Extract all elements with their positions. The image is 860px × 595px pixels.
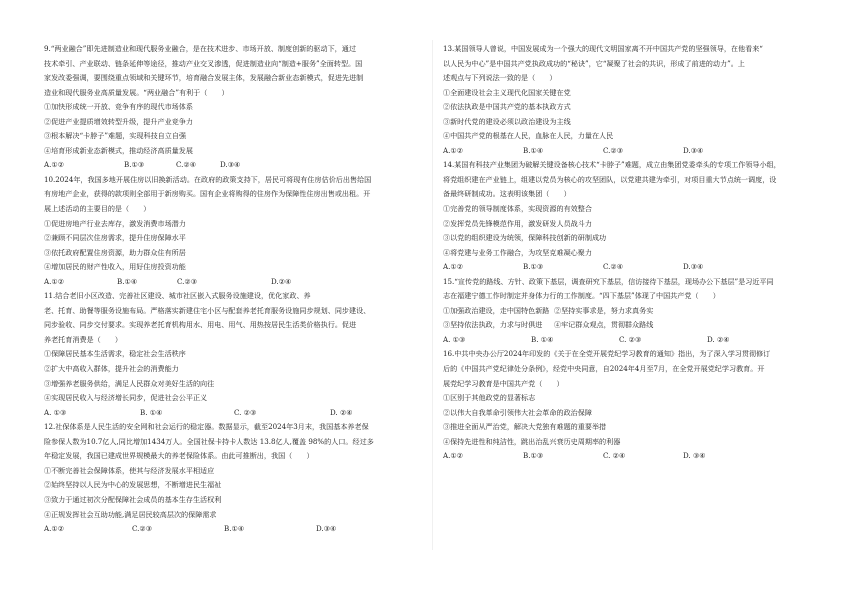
question-16-stem-line: 后的《中国共产党纪律处分条例》，经党中央同意，自2024年4月至7月，在全党开展党纪学习教育。开 (443, 364, 765, 374)
question-13-item: ③新时代党的建设必须以政治建设为主线 (443, 116, 571, 126)
question-12-stem-line: 12.社保体系是人民生活的安全网和社会运行的稳定器。数据显示，截至2024年3月末，我国基本养老保 (44, 422, 369, 432)
option-d[interactable]: D. ②④ (330, 407, 353, 417)
question-12-stem-line: 年稳定发展，我国已建成世界规模最大的养老保险体系。由此可推断出，我国（ ） (44, 451, 314, 461)
question-15-item: ③坚持依法执政，力求与时俱进 (443, 320, 543, 330)
question-15-item-row (443, 304, 821, 319)
question-16-options (443, 449, 821, 464)
question-14-stem-line: 将党组织建在产业链上，组建以党员为核心的攻坚团队，以党建共建为牵引，对项目重大节点统一调度，设 (443, 174, 777, 184)
question-9-item: ④培育形成新业态新模式，推动经济高质量发展 (44, 145, 193, 155)
question-14-item: ②发挥党员先锋模范作用，激发研发人员战斗力 (443, 218, 592, 228)
option-a[interactable]: A.①② (443, 262, 464, 272)
right-column (443, 42, 821, 464)
option-a[interactable]: A. ①③ (443, 334, 466, 344)
question-13-item: ②依法执政是中国共产党的基本执政方式 (443, 102, 571, 112)
option-c[interactable]: C. ②③ (234, 407, 257, 417)
option-c[interactable]: C. ②③ (619, 334, 642, 344)
question-12-item: ①不断完善社会保障体系，使其与经济发展水平相适应 (44, 465, 215, 475)
option-d[interactable]: D.③④ (316, 524, 337, 534)
question-11-stem-line: 养老托育消费是（ ） (44, 334, 123, 344)
question-13-item: ①全面建设社会主义现代化国家关键在党 (443, 87, 571, 97)
option-b[interactable]: B.①④ (117, 276, 138, 286)
option-a[interactable]: A.①② (443, 145, 464, 155)
question-16-item: ④保持先进性和纯洁性，跳出治乱兴衰历史周期率的利器 (443, 436, 621, 446)
question-11-item: ①保障居民基本生活需求，稳定社会生活秩序 (44, 349, 186, 359)
option-c[interactable]: C.②④ (176, 160, 197, 170)
option-c[interactable]: C.②③ (132, 524, 153, 534)
question-11-item: ④实现居民收入与经济增长同步，促进社会公平正义 (44, 393, 208, 403)
option-b[interactable]: B.①③ (124, 160, 145, 170)
question-16 (443, 347, 821, 463)
question-11-stem-line: 老、托育、助餐等服务设施布局。严格落实新建住宅小区与配套养老托育服务设施同步规划、同步建设、 (44, 305, 371, 315)
question-10-stem-line: 10.2024年，我国多地开展住房以旧换新活动。在政府的政策支持下，居民可将现有住房估价后出售给国 (44, 174, 372, 184)
option-b[interactable]: B. ①④ (531, 334, 554, 344)
left-column (44, 42, 422, 537)
option-d[interactable]: D.③④ (683, 145, 704, 155)
option-d[interactable]: D.③④ (683, 262, 704, 272)
question-14 (443, 158, 821, 274)
question-9-item: ①加快形成统一开放、竞争有序的现代市场体系 (44, 102, 193, 112)
option-d[interactable]: D.②④ (271, 276, 292, 286)
question-12-item: ④正规发挥社会互助功能,满足居民较高层次的保障需求 (44, 509, 217, 519)
option-d[interactable]: D. ③④ (683, 451, 706, 461)
question-10-item: ②兼顾不同层次住房需求，提升住房保障水平 (44, 233, 186, 243)
question-9-stem-line: 9.“两业融合”即先进制造业和现代服务业融合，是在技术进步、市场开放、制度创新的驱动下，通过 (44, 44, 356, 53)
option-a[interactable]: A.①② (44, 160, 65, 170)
question-12 (44, 420, 422, 536)
option-b[interactable]: B.①③ (523, 262, 544, 272)
question-10 (44, 173, 422, 289)
option-d[interactable]: D. ②④ (707, 334, 730, 344)
option-b[interactable]: B.①④ (224, 524, 245, 534)
question-15 (443, 275, 821, 348)
question-11-stem-line: 11.结合老旧小区改造、完善社区建设、城市社区嵌入式服务设施建设，优化家政、养 (44, 291, 311, 301)
question-14-stem-line: 14.某国有科技产业集团为破解关键设备核心技术“卡脖子”难题，成立由集团党委牵头的专项工作领导小组， (443, 160, 781, 170)
question-12-item: ②始终坚持以人民为中心的发展思想，不断增进民生福祉 (44, 480, 222, 490)
question-12-item: ③致力于通过初次分配保障社会成员的基本生存生活权利 (44, 494, 222, 504)
question-11-item: ②扩大中高收入群体，提升社会的消费能力 (44, 364, 179, 374)
question-14-stem-line: 备最终研制成功。这表明该集团（ ） (443, 189, 571, 199)
question-15-item: ④牢记群众观点，贯彻群众路线 (554, 320, 654, 330)
question-13-stem-line: 13.某国领导人曾说，中国发展成为一个强大的现代文明国家离不开中国共产党的坚强领导，在他看来“ (443, 44, 763, 53)
option-a[interactable]: A.①② (44, 524, 65, 534)
question-11-stem-line: 同步验收、同步交付要求。实现养老托育机构用水、用电、用气、用热按居民生活类价格执行。促进 (44, 320, 357, 330)
option-a[interactable]: A.①② (44, 276, 65, 286)
option-a[interactable]: A.①② (443, 451, 464, 461)
question-16-stem-line: 展党纪学习教育是中国共产党（ ） (443, 378, 564, 388)
question-12-stem-line: 险参保人数为10.7亿人,同比增加1434万人。全国社保卡持卡人数达 13.8亿人,覆盖 98%的人口。经过多 (44, 436, 374, 446)
question-15-item-row (443, 318, 821, 333)
question-10-stem-line: 有房地产企业，获得的款项则全部用于新房购买。国有企业将购得的住房作为保障性住房出售或出租。开 (44, 189, 371, 199)
question-14-item: ①完善党的领导制度体系，实现资源的有效整合 (443, 204, 592, 214)
option-d[interactable]: D.③④ (220, 160, 241, 170)
question-11-item: ③增强养老服务供给，满足人民群众对美好生活的向往 (44, 378, 215, 388)
question-11-options (44, 406, 422, 421)
question-9-item: ②促进产业提质增效转型升级，提升产业竞争力 (44, 116, 193, 126)
option-c[interactable]: C.②③ (177, 276, 198, 286)
question-16-item: ②以伟大自我革命引领伟大社会革命的政治保障 (443, 407, 592, 417)
option-c[interactable]: C.②④ (603, 262, 624, 272)
option-b[interactable]: B.①③ (523, 451, 544, 461)
question-15-item: ②坚持实事求是，努力求真务实 (554, 305, 654, 315)
option-a[interactable]: A. ①③ (44, 407, 67, 417)
question-9 (44, 42, 422, 173)
option-b[interactable]: B.①④ (523, 145, 544, 155)
column-divider (432, 40, 433, 550)
question-16-item: ①区别于其他政党的显著标志 (443, 393, 536, 403)
question-16-stem-line: 16.中共中央办公厅2024年印发的《关于在全党开展党纪学习教育的通知》指出，为了深入学习贯彻修订 (443, 349, 771, 359)
question-14-options (443, 260, 821, 275)
question-12-options (44, 522, 422, 537)
option-c[interactable]: C.②③ (603, 145, 624, 155)
question-14-item: ④将党建与业务工作融合，为攻坚克难凝心聚力 (443, 247, 592, 257)
question-16-item: ③推进全面从严治党，解决大党独有难题的重要举措 (443, 422, 607, 432)
question-15-stem-line: 志在福建宁德工作时制定并身体力行的工作制度。“四下基层”体现了中国共产党（ ） (443, 291, 720, 301)
question-15-stem-line: 15.“宣传党的路线、方针、政策下基层，调查研究下基层，信访接待下基层，现场办公下基层”是习近平同 (443, 276, 774, 286)
question-9-options (44, 158, 422, 173)
question-10-stem-line: 展上述活动的主要目的是（ ） (44, 204, 151, 214)
question-10-item: ①促进房地产行业去库存，激发消费市场潜力 (44, 218, 186, 228)
question-13-item: ④中国共产党的根基在人民，血脉在人民，力量在人民 (443, 131, 614, 141)
question-15-options (443, 333, 821, 348)
question-13 (443, 42, 821, 158)
question-15-item: ①加强政治建设，走中国特色新路 (443, 305, 550, 315)
question-11 (44, 289, 422, 420)
question-14-item: ③以党的组织建设为统领，保障科技创新的研制成功 (443, 233, 607, 243)
question-13-stem-line: 述观点与下列说法一致的是（ ） (443, 73, 557, 83)
question-9-item: ③根本解决“卡脖子”难题，实现科技自立自强 (44, 131, 187, 141)
question-10-item: ③依托政府配置住房资源，助力群众住有所居 (44, 247, 186, 257)
question-9-stem-line: 造业和现代服务业高质量发展。“两业融合”有利于（ ） (44, 87, 229, 97)
question-9-stem-line: 技术牵引、产业联动、链条延伸等途径，推动产业交叉渗透，促进制造业向“制造+服务”全面转型。国 (44, 58, 363, 68)
question-10-options (44, 275, 422, 290)
question-10-item: ④增加居民的财产性收入，用好住房投资功能 (44, 262, 186, 272)
question-13-options (443, 144, 821, 159)
option-b[interactable]: B. ①④ (140, 407, 163, 417)
option-c[interactable]: C. ②④ (603, 451, 626, 461)
question-9-stem-line: 家发改委强调，要围绕重点领域和关键环节，培育融合发展主体，发展融合新业态新模式，促进先进制 (44, 73, 364, 83)
question-13-stem-line: 以人民为中心”是中国共产党执政成功的“秘诀”，它“凝聚了社会的共识，形成了前进的动力”。上 (443, 58, 745, 68)
